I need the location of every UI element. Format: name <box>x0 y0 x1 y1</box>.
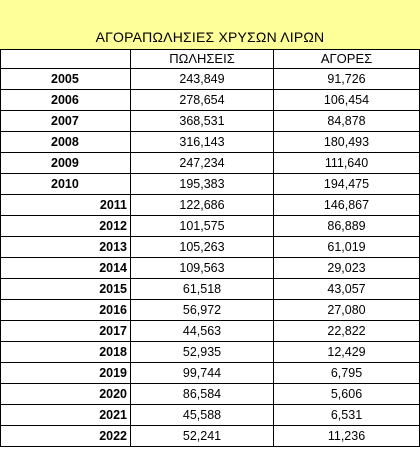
header-year <box>1 49 131 69</box>
year-cell: 2013 <box>1 237 131 258</box>
year-cell: 2014 <box>1 258 131 279</box>
table-row <box>1 342 420 363</box>
table-row <box>1 426 420 447</box>
purchases-cell: 61,019 <box>274 237 420 258</box>
table-row <box>1 363 420 384</box>
table-row <box>1 111 420 132</box>
sales-cell: 368,531 <box>131 111 274 132</box>
table-row <box>1 279 420 300</box>
purchases-cell: 27,080 <box>274 300 420 321</box>
sales-cell: 86,584 <box>131 384 274 405</box>
header-sales: ΠΩΛΗΣΕΙΣ <box>131 49 274 69</box>
table-row <box>1 153 420 174</box>
sales-cell: 243,849 <box>131 69 274 90</box>
year-cell: 2018 <box>1 342 131 363</box>
sales-cell: 44,563 <box>131 321 274 342</box>
purchases-cell: 43,057 <box>274 279 420 300</box>
year-cell: 2020 <box>1 384 131 405</box>
purchases-cell: 6,795 <box>274 363 420 384</box>
year-cell: 2006 <box>1 90 131 111</box>
year-cell: 2015 <box>1 279 131 300</box>
sales-cell: 99,744 <box>131 363 274 384</box>
table-row <box>1 132 420 153</box>
sales-cell: 109,563 <box>131 258 274 279</box>
year-cell: 2008 <box>1 132 131 153</box>
year-cell: 2005 <box>1 69 131 90</box>
table-row <box>1 237 420 258</box>
table-row <box>1 321 420 342</box>
year-cell: 2007 <box>1 111 131 132</box>
table-row <box>1 258 420 279</box>
header-row <box>1 49 420 69</box>
data-table <box>0 49 420 447</box>
sales-cell: 105,263 <box>131 237 274 258</box>
purchases-cell: 111,640 <box>274 153 420 174</box>
sales-cell: 52,241 <box>131 426 274 447</box>
sales-cell: 195,383 <box>131 174 274 195</box>
purchases-cell: 6,531 <box>274 405 420 426</box>
sales-cell: 101,575 <box>131 216 274 237</box>
sales-cell: 56,972 <box>131 300 274 321</box>
purchases-cell: 146,867 <box>274 195 420 216</box>
year-cell: 2011 <box>1 195 131 216</box>
year-cell: 2016 <box>1 300 131 321</box>
year-cell: 2009 <box>1 153 131 174</box>
year-cell: 2017 <box>1 321 131 342</box>
purchases-cell: 194,475 <box>274 174 420 195</box>
purchases-cell: 84,878 <box>274 111 420 132</box>
table-row <box>1 216 420 237</box>
sheet-title: ΑΓΟΡΑΠΩΛΗΣΙΕΣ ΧΡΥΣΩΝ ΛΙΡΩΝ <box>95 29 325 45</box>
sales-cell: 247,234 <box>131 153 274 174</box>
sales-cell: 316,143 <box>131 132 274 153</box>
purchases-cell: 106,454 <box>274 90 420 111</box>
purchases-cell: 29,023 <box>274 258 420 279</box>
table-row <box>1 195 420 216</box>
table-row <box>1 300 420 321</box>
year-cell: 2019 <box>1 363 131 384</box>
purchases-cell: 86,889 <box>274 216 420 237</box>
title-band <box>0 0 420 50</box>
purchases-cell: 22,822 <box>274 321 420 342</box>
table-row <box>1 174 420 195</box>
year-cell: 2010 <box>1 174 131 195</box>
table-row <box>1 405 420 426</box>
table-row <box>1 69 420 90</box>
year-cell: 2022 <box>1 426 131 447</box>
purchases-cell: 12,429 <box>274 342 420 363</box>
year-cell: 2021 <box>1 405 131 426</box>
table-row <box>1 90 420 111</box>
purchases-cell: 5,606 <box>274 384 420 405</box>
header-purchases: ΑΓΟΡΕΣ <box>274 49 420 69</box>
sales-cell: 122,686 <box>131 195 274 216</box>
purchases-cell: 180,493 <box>274 132 420 153</box>
table-row <box>1 384 420 405</box>
sales-cell: 61,518 <box>131 279 274 300</box>
purchases-cell: 11,236 <box>274 426 420 447</box>
sales-cell: 278,654 <box>131 90 274 111</box>
sales-cell: 45,588 <box>131 405 274 426</box>
purchases-cell: 91,726 <box>274 69 420 90</box>
sales-cell: 52,935 <box>131 342 274 363</box>
year-cell: 2012 <box>1 216 131 237</box>
